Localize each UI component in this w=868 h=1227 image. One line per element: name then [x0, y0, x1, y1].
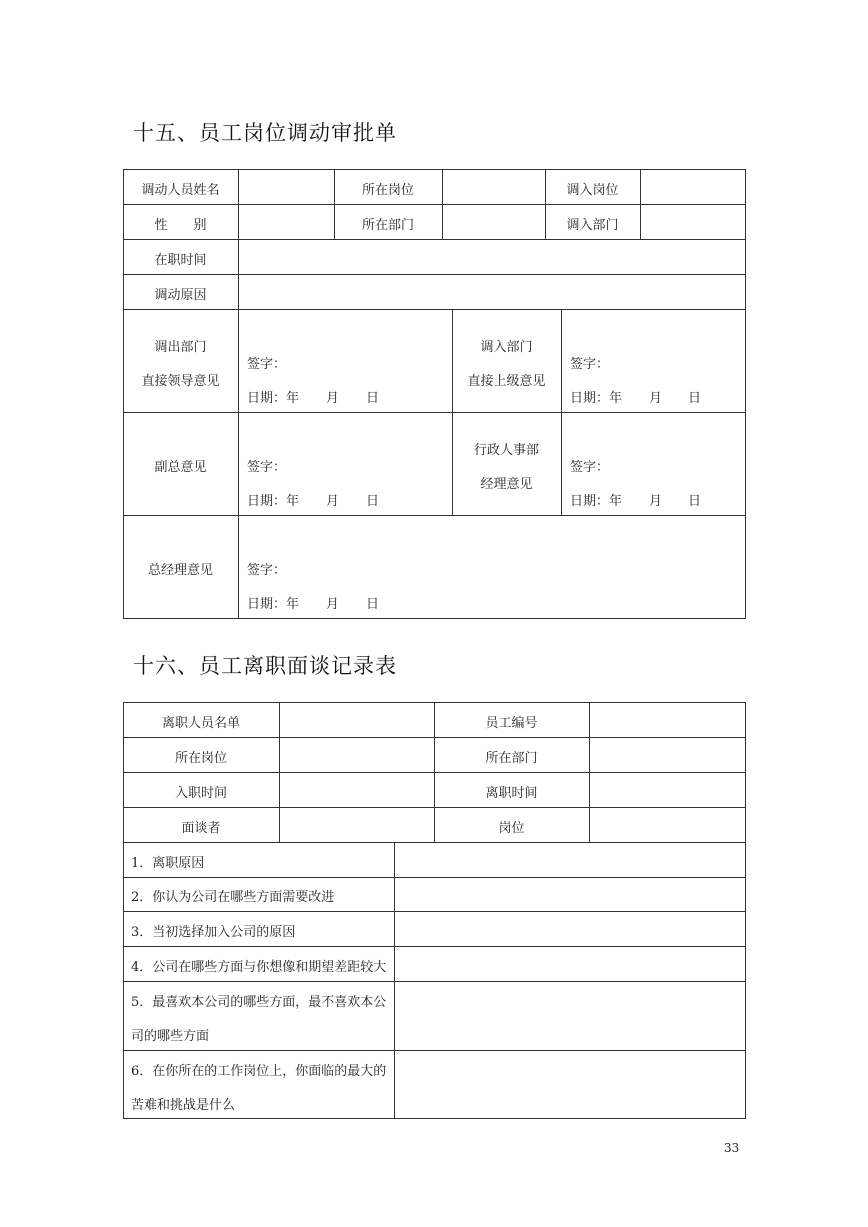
employee-id-label: 员工编号	[485, 716, 538, 731]
sign-label: 签字：	[247, 563, 287, 578]
gender-label: 性 别	[154, 218, 207, 233]
month-label: 月	[326, 391, 340, 406]
target-dept-label: 调入部门	[566, 218, 619, 233]
gm-opinion-label: 总经理意见	[147, 563, 213, 578]
leave-date-field[interactable]	[590, 773, 745, 807]
answer-1-field[interactable]	[395, 843, 745, 877]
in-dept-label-line2: 直接上级意见	[467, 374, 546, 389]
answer-2-field[interactable]	[395, 878, 745, 911]
question-2: 2．你认为公司在哪些方面需要改进	[131, 890, 335, 905]
date-label: 日期：年	[247, 494, 300, 509]
day-label: 日	[688, 494, 702, 509]
out-dept-label-line2: 直接领导意见	[141, 374, 220, 389]
post-label: 所在岗位	[174, 751, 227, 766]
month-label: 月	[649, 391, 663, 406]
transfer-reason-field[interactable]	[239, 275, 745, 309]
current-post-field[interactable]	[443, 170, 545, 204]
target-dept-field[interactable]	[641, 205, 745, 239]
current-dept-field[interactable]	[443, 205, 545, 239]
target-post-label: 调入岗位	[566, 183, 619, 198]
department-label: 所在部门	[485, 751, 538, 766]
question-5-line2: 司的哪些方面	[131, 1029, 210, 1044]
page-number: 33	[724, 1141, 740, 1155]
sign-label: 签字：	[247, 357, 287, 372]
department-field[interactable]	[590, 738, 745, 772]
gender-field[interactable]	[239, 205, 334, 239]
hire-date-label: 入职时间	[174, 786, 227, 801]
question-5-line1: 5．最喜欢本公司的哪些方面，最不喜欢本公	[131, 995, 387, 1010]
question-4: 4．公司在哪些方面与你想像和期望差距较大	[131, 960, 387, 975]
month-label: 月	[326, 494, 340, 509]
day-label: 日	[366, 391, 380, 406]
date-label: 日期：年	[570, 391, 623, 406]
post-field[interactable]	[280, 738, 434, 772]
question-6-line2: 苦难和挑战是什么	[131, 1098, 236, 1113]
date-label: 日期：年	[247, 391, 300, 406]
day-label: 日	[366, 597, 380, 612]
gm-opinion-field[interactable]	[239, 516, 745, 618]
question-6-line1: 6．在你所在的工作岗位上，你面临的最大的	[131, 1064, 387, 1079]
month-label: 月	[649, 494, 663, 509]
date-label: 日期：年	[570, 494, 623, 509]
hire-date-field[interactable]	[280, 773, 434, 807]
vp-opinion-label: 副总意见	[154, 460, 207, 475]
current-dept-label: 所在部门	[361, 218, 414, 233]
day-label: 日	[366, 494, 380, 509]
target-post-field[interactable]	[641, 170, 745, 204]
transfer-reason-label: 调动原因	[154, 288, 207, 303]
hr-manager-label-line2: 经理意见	[480, 477, 533, 492]
sign-label: 签字：	[247, 460, 287, 475]
tenure-field[interactable]	[239, 240, 745, 274]
answer-6-field[interactable]	[395, 1051, 745, 1118]
interviewer-post-label: 岗位	[498, 821, 525, 836]
sign-label: 签字：	[570, 460, 610, 475]
answer-3-field[interactable]	[395, 912, 745, 946]
day-label: 日	[688, 391, 702, 406]
hr-manager-label-line1: 行政人事部	[473, 443, 539, 458]
employee-id-field[interactable]	[590, 703, 745, 737]
transferee-name-label: 调动人员姓名	[141, 183, 220, 198]
current-post-label: 所在岗位	[361, 183, 414, 198]
interviewer-label: 面谈者	[181, 821, 221, 836]
tenure-label: 在职时间	[154, 253, 207, 268]
interviewer-field[interactable]	[280, 808, 434, 842]
out-dept-label-line1: 调出部门	[154, 340, 207, 355]
leaver-name-field[interactable]	[280, 703, 434, 737]
question-3: 3．当初选择加入公司的原因	[131, 925, 296, 940]
leaver-name-label: 离职人员名单	[161, 716, 240, 731]
transferee-name-field[interactable]	[239, 170, 334, 204]
answer-4-field[interactable]	[395, 947, 745, 981]
sign-label: 签字：	[570, 357, 610, 372]
answer-5-field[interactable]	[395, 982, 745, 1050]
in-dept-label-line1: 调入部门	[480, 340, 533, 355]
date-label: 日期：年	[247, 597, 300, 612]
leave-date-label: 离职时间	[485, 786, 538, 801]
interviewer-post-field[interactable]	[590, 808, 745, 842]
section2-title: 十六、员工离职面谈记录表	[133, 654, 397, 678]
month-label: 月	[326, 597, 340, 612]
question-1: 1．离职原因	[131, 856, 205, 871]
section1-title: 十五、员工岗位调动审批单	[133, 121, 397, 145]
